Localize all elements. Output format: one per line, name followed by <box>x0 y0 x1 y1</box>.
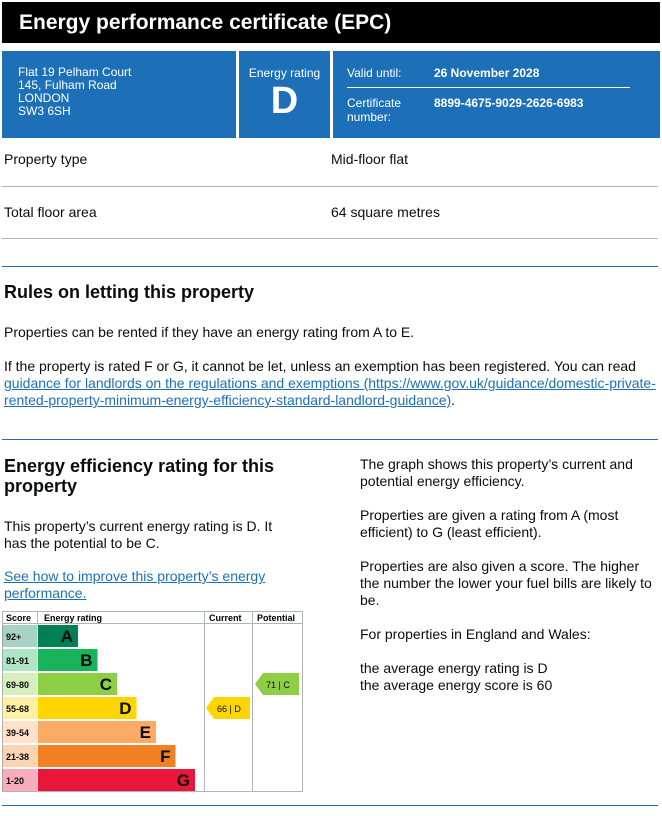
rating-bar-e <box>38 721 156 743</box>
energy-rating-chart <box>2 611 304 793</box>
address-postcode: SW3 6SH <box>18 104 71 118</box>
rules-paragraph-2-end: . <box>451 392 456 408</box>
graph-explanation-2: Properties are given a rating from A (most efficient) to G (least efficient). <box>360 507 619 540</box>
landlord-guidance-link[interactable] <box>4 375 656 408</box>
rating-letter-e: E <box>139 723 151 742</box>
rating-bar-f <box>38 745 176 767</box>
property-address <box>2 51 236 138</box>
valid-until-value: 26 November 2028 <box>434 66 540 80</box>
rating-bar-g <box>38 769 195 791</box>
validity-box <box>333 51 660 138</box>
energy-rating-label: Energy rating <box>248 66 321 80</box>
floor-area-label: Total floor area <box>4 204 97 220</box>
energy-rating-box <box>239 51 330 138</box>
energy-rating-header: Energy rating <box>44 613 103 623</box>
efficiency-heading-line-2: property <box>4 476 78 496</box>
score-label-a: 92+ <box>6 632 22 642</box>
current-rating-line-1: This property’s current energy rating is D. It <box>4 518 273 534</box>
certificate-number-value: 8899-4675-9029-2626-6983 <box>434 96 584 110</box>
score-header: Score <box>6 613 32 623</box>
page-title: Energy performance certificate (EPC) <box>2 2 660 43</box>
rating-letter-f: F <box>160 747 171 766</box>
address-line-3: LONDON <box>18 91 70 105</box>
rating-letter-c: C <box>99 675 112 694</box>
rules-paragraph-1: Properties can be rented if they have an energy rating from A to E. <box>4 324 415 340</box>
rating-letter-d: D <box>119 699 132 718</box>
current-header: Current <box>209 613 242 623</box>
average-score-text: the average energy score is 60 <box>360 677 553 693</box>
section-divider <box>2 266 658 267</box>
improve-performance-link[interactable] <box>4 568 265 601</box>
current-rating-text <box>4 518 304 552</box>
current-rating-marker-label: 66 | D <box>217 704 241 714</box>
rating-letter-g: G <box>176 771 190 790</box>
improve-performance-link-box <box>4 568 304 602</box>
rules-paragraph-2 <box>4 358 658 409</box>
floor-area-value: 64 square metres <box>331 204 440 220</box>
graph-explanation-3: Properties are also given a score. The higher the number the lower your fuel bills are likely to be. <box>360 558 652 608</box>
rules-heading: Rules on letting this property <box>4 282 255 302</box>
property-type-value: Mid-floor flat <box>331 151 409 167</box>
section-divider <box>2 439 658 440</box>
rules-paragraph-2-text: If the property is rated F or G, it cannot be let, unless an exemption has been registered. You can read <box>4 358 636 374</box>
score-label-g: 1-20 <box>6 776 25 786</box>
address-line-2: 145, Fulham Road <box>18 78 117 92</box>
efficiency-heading-line-1: Energy efficiency rating for this <box>4 456 275 476</box>
score-label-e: 39-54 <box>6 728 30 738</box>
address-line-1: Flat 19 Pelham Court <box>18 65 132 79</box>
average-rating-text: the average energy rating is D <box>360 660 548 676</box>
landlord-guidance-link-line-1: guidance for landlords on the regulations and exemptions (https://www.gov.uk/guidance/domestic-private- <box>4 375 656 391</box>
property-type-label: Property type <box>4 151 88 167</box>
graph-explanation <box>360 456 658 694</box>
validity-divider <box>347 87 630 88</box>
certificate-summary-band <box>2 51 660 138</box>
potential-rating-marker-label: 71 | C <box>266 680 290 690</box>
valid-until-label: Valid until: <box>347 66 402 80</box>
rating-letter-b: B <box>80 651 93 670</box>
section-divider <box>2 805 658 806</box>
graph-explanation-1: The graph shows this property’s current and potential energy efficiency. <box>360 456 633 489</box>
efficiency-heading <box>4 456 304 496</box>
improve-link-line-2: performance. <box>4 585 87 601</box>
rating-letter-a: A <box>60 627 73 646</box>
divider <box>2 238 658 239</box>
current-rating-line-2: has the potential to be C. <box>4 535 160 551</box>
divider <box>2 186 658 187</box>
score-label-d: 55-68 <box>6 704 30 714</box>
score-label-c: 69-80 <box>6 680 30 690</box>
energy-rating-letter: D <box>270 80 299 122</box>
graph-explanation-4: For properties in England and Wales: <box>360 626 591 642</box>
score-label-f: 21-38 <box>6 752 30 762</box>
improve-link-line-1: See how to improve this property’s energy <box>4 568 266 584</box>
potential-header: Potential <box>257 613 296 623</box>
landlord-guidance-link-line-2: rented-property-minimum-energy-efficiency-standard-landlord-guidance) <box>4 392 452 408</box>
certificate-number-label-1: Certificate <box>347 96 402 110</box>
certificate-number-label-2: number: <box>347 110 392 124</box>
score-label-b: 81-91 <box>6 656 30 666</box>
